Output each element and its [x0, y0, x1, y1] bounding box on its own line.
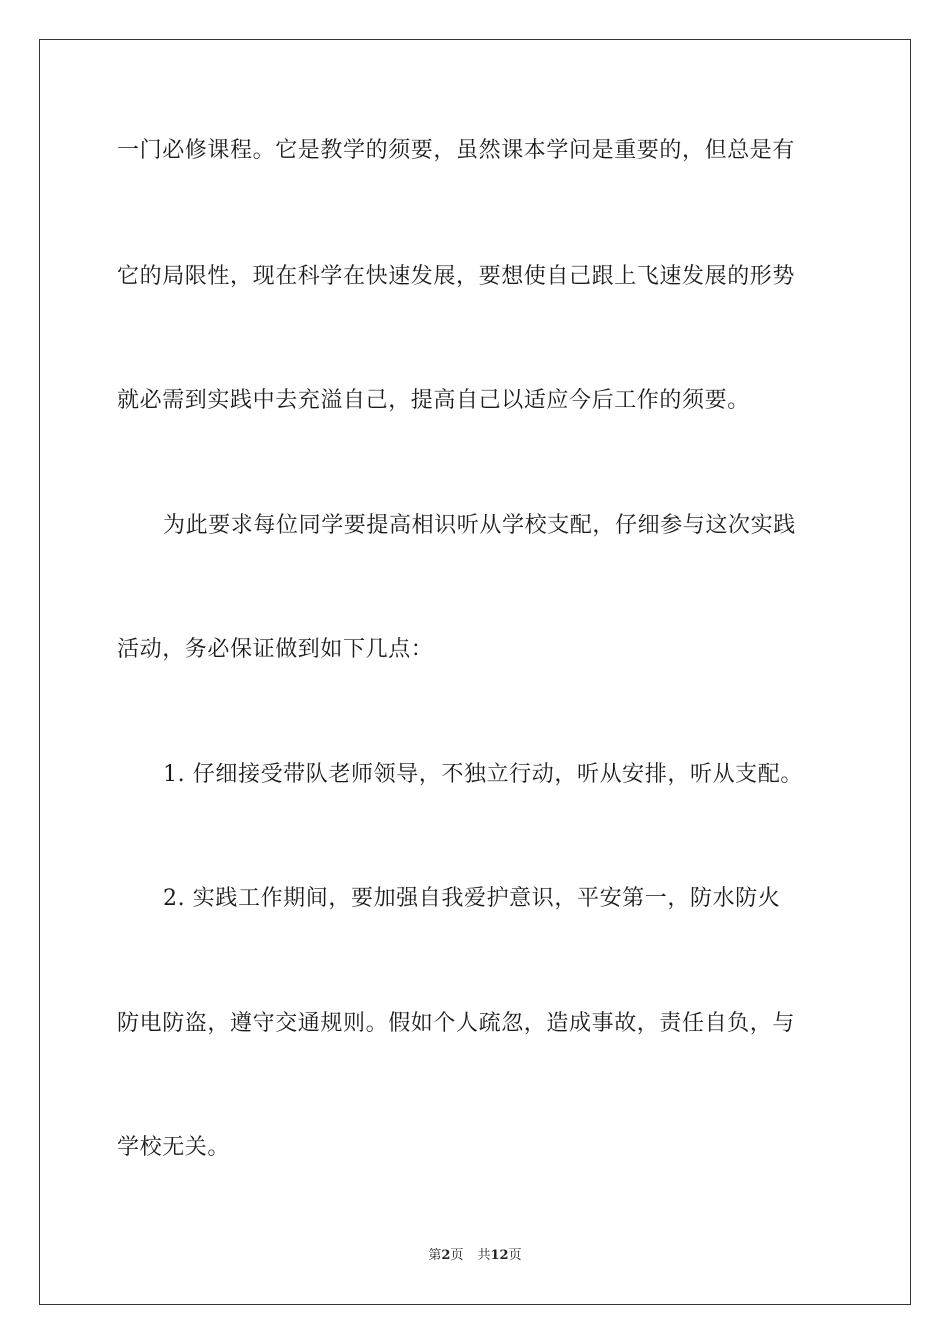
total-prefix: 共: [477, 1248, 491, 1263]
page-total: 12: [490, 1248, 509, 1263]
body-line-2: 它的局限性，现在科学在快速发展，要想使自己跟上飞速发展的形势: [117, 264, 796, 289]
page-suffix: 页: [450, 1248, 464, 1263]
body-line-8: 防电防盗，遵守交通规则。假如个人疏忽，造成事故，责任自负，与: [117, 1011, 796, 1036]
page-border: [39, 39, 911, 1305]
total-suffix: 页: [508, 1248, 522, 1263]
body-line-3: 就必需到实践中去充溢自己，提高自己以适应今后工作的须要。: [117, 388, 750, 413]
body-line-5: 活动，务必保证做到如下几点：: [117, 637, 434, 662]
page-number-footer: [0, 1248, 950, 1264]
list-item-1: 1. 仔细接受带队老师领导，不独立行动，听从安排，听从支配。: [163, 762, 803, 787]
page-prefix: 第: [428, 1248, 442, 1263]
list-item-2: 2. 实践工作期间，要加强自我爱护意识，平安第一，防水防火: [163, 886, 781, 911]
body-line-9: 学校无关。: [117, 1135, 231, 1160]
body-line-4: 为此要求每位同学要提高相识听从学校支配，仔细参与这次实践: [163, 513, 796, 538]
body-line-1: 一门必修课程。它是教学的须要，虽然课本学问是重要的，但总是有: [117, 138, 796, 163]
page-current: 2: [441, 1248, 451, 1263]
